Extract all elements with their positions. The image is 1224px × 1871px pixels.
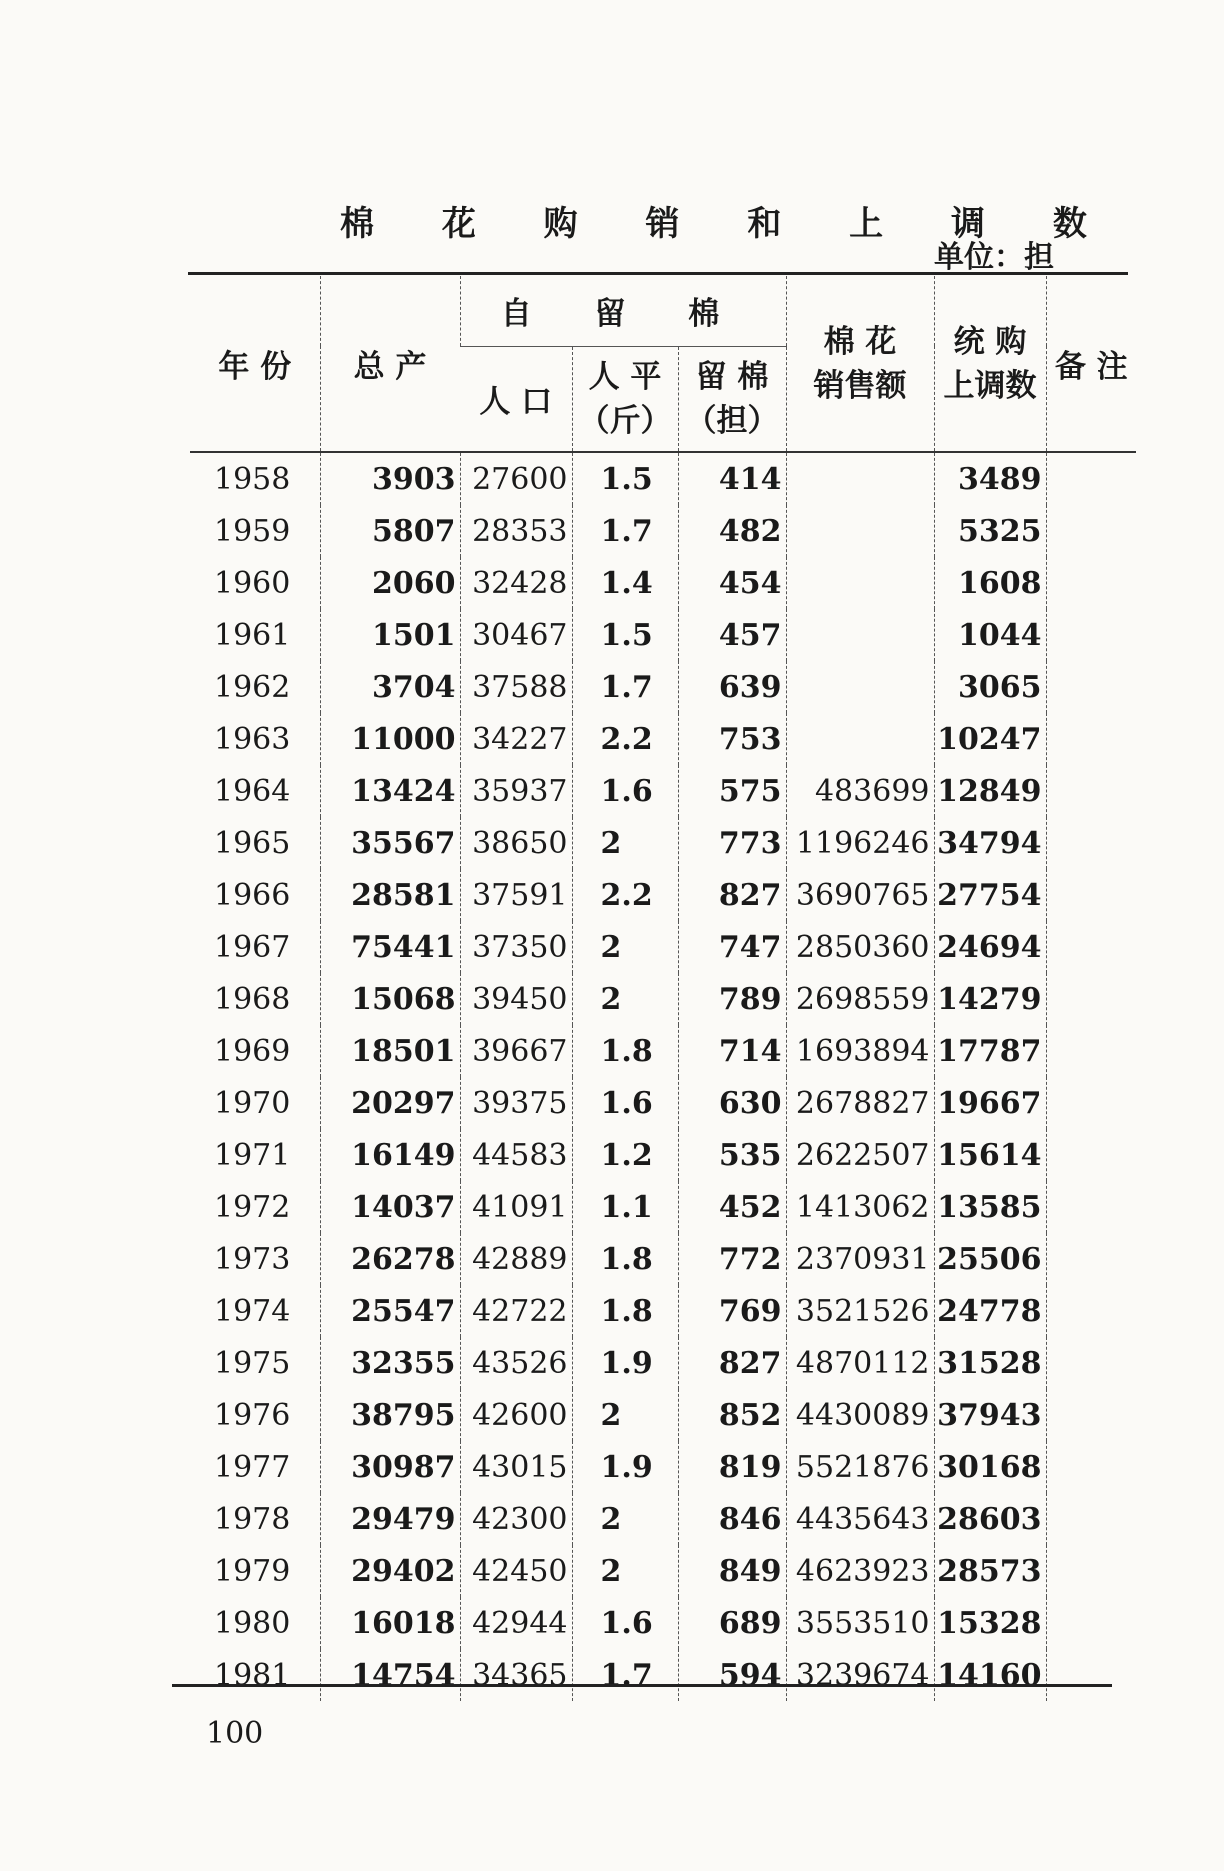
cell-per-capita: 2: [572, 973, 678, 1025]
cell-population: 42889: [460, 1233, 572, 1285]
cell-population: 42600: [460, 1389, 572, 1441]
cell-retained: 753: [678, 713, 786, 765]
cotton-table: [190, 276, 1136, 1701]
header-sales: [786, 276, 934, 452]
cell-remarks: [1046, 1129, 1136, 1181]
cell-retained: 747: [678, 921, 786, 973]
cell-total: 14754: [320, 1649, 460, 1701]
cell-per-capita: 1.5: [572, 609, 678, 661]
cell-total: 30987: [320, 1441, 460, 1493]
header-procured-line2: 上调数: [943, 367, 1037, 404]
cell-total: 75441: [320, 921, 460, 973]
cell-total: 2060: [320, 557, 460, 609]
cell-year: 1975: [214, 1345, 291, 1381]
cell-remarks: [1046, 1597, 1136, 1649]
cell-total: 5807: [320, 505, 460, 557]
cell-year: 1971: [214, 1137, 291, 1173]
cell-retained: 769: [678, 1285, 786, 1337]
cell-population: 32428: [460, 557, 572, 609]
cell-procured: 1044: [934, 609, 1046, 661]
cell-sales: [786, 452, 934, 505]
cell-procured: 28603: [934, 1493, 1046, 1545]
cell-retained: 849: [678, 1545, 786, 1597]
cell-procured: 17787: [934, 1025, 1046, 1077]
cell-total: 26278: [320, 1233, 460, 1285]
unit-label: 单位：担: [934, 240, 1054, 275]
cell-retained: 789: [678, 973, 786, 1025]
cell-procured: 15328: [934, 1597, 1046, 1649]
cell-year: 1972: [214, 1189, 291, 1225]
cell-total: 14037: [320, 1181, 460, 1233]
cell-sales: 4435643: [786, 1493, 934, 1545]
header-procured-line1: 统 购: [953, 323, 1027, 360]
header-remarks: 备 注: [1046, 276, 1136, 452]
table-row: [190, 1597, 1136, 1649]
cell-total: 13424: [320, 765, 460, 817]
cell-remarks: [1046, 1337, 1136, 1389]
cell-population: 42944: [460, 1597, 572, 1649]
cell-procured: 14279: [934, 973, 1046, 1025]
cell-retained: 454: [678, 557, 786, 609]
cell-per-capita: 1.8: [572, 1285, 678, 1337]
cell-retained: 414: [678, 452, 786, 505]
table-row: [190, 1129, 1136, 1181]
cell-sales: 2370931: [786, 1233, 934, 1285]
cell-year: 1978: [214, 1501, 291, 1537]
cell-per-capita: 2: [572, 1545, 678, 1597]
cell-procured: 12849: [934, 765, 1046, 817]
header-sales-line1: 棉 花: [823, 323, 897, 360]
cell-sales: 2698559: [786, 973, 934, 1025]
cell-per-capita: 1.9: [572, 1337, 678, 1389]
cell-total: 25547: [320, 1285, 460, 1337]
table-row: [190, 1545, 1136, 1597]
cell-population: 34227: [460, 713, 572, 765]
cell-population: 39375: [460, 1077, 572, 1129]
cell-total: 38795: [320, 1389, 460, 1441]
cell-per-capita: 1.7: [572, 1649, 678, 1701]
cell-retained: 846: [678, 1493, 786, 1545]
cell-per-capita: 1.1: [572, 1181, 678, 1233]
cell-per-capita: 2: [572, 1493, 678, 1545]
cell-per-capita: 1.4: [572, 557, 678, 609]
cell-total: 3903: [320, 452, 460, 505]
cell-procured: 3489: [934, 452, 1046, 505]
cell-retained: 575: [678, 765, 786, 817]
cell-population: 37350: [460, 921, 572, 973]
table-row: [190, 1285, 1136, 1337]
cell-sales: 2678827: [786, 1077, 934, 1129]
cell-procured: 28573: [934, 1545, 1046, 1597]
cell-procured: 3065: [934, 661, 1046, 713]
cell-procured: 5325: [934, 505, 1046, 557]
cell-remarks: [1046, 1545, 1136, 1597]
cell-retained: 594: [678, 1649, 786, 1701]
cell-remarks: [1046, 1649, 1136, 1701]
cell-remarks: [1046, 609, 1136, 661]
cell-year: 1967: [214, 929, 291, 965]
cell-year: 1962: [214, 669, 291, 705]
cell-procured: 31528: [934, 1337, 1046, 1389]
cell-sales: 5521876: [786, 1441, 934, 1493]
cell-population: 44583: [460, 1129, 572, 1181]
cell-remarks: [1046, 921, 1136, 973]
cell-year: 1963: [214, 721, 291, 757]
cell-year: 1964: [214, 773, 291, 809]
cell-total: 11000: [320, 713, 460, 765]
cell-retained: 772: [678, 1233, 786, 1285]
cell-per-capita: 2.2: [572, 869, 678, 921]
cell-population: 30467: [460, 609, 572, 661]
cell-per-capita: 1.5: [572, 452, 678, 505]
table-row: [190, 1441, 1136, 1493]
cell-procured: 37943: [934, 1389, 1046, 1441]
cell-remarks: [1046, 557, 1136, 609]
cell-remarks: [1046, 1077, 1136, 1129]
header-per-capita-unit: （斤）: [578, 402, 672, 439]
cell-per-capita: 1.6: [572, 1597, 678, 1649]
cell-remarks: [1046, 1389, 1136, 1441]
cell-year: 1966: [214, 877, 291, 913]
cell-retained: 639: [678, 661, 786, 713]
cell-year: 1961: [214, 617, 291, 653]
cell-population: 39450: [460, 973, 572, 1025]
cell-sales: 2622507: [786, 1129, 934, 1181]
cell-population: 42450: [460, 1545, 572, 1597]
cell-population: 34365: [460, 1649, 572, 1701]
cell-year: 1970: [214, 1085, 291, 1121]
table-row: [190, 1649, 1136, 1701]
cell-retained: 819: [678, 1441, 786, 1493]
cell-sales: 2850360: [786, 921, 934, 973]
cell-sales: 1693894: [786, 1025, 934, 1077]
cell-remarks: [1046, 661, 1136, 713]
cell-population: 38650: [460, 817, 572, 869]
cell-remarks: [1046, 713, 1136, 765]
cell-sales: 1196246: [786, 817, 934, 869]
bottom-rule: [172, 1684, 1112, 1687]
top-rule: [188, 272, 1128, 275]
cell-total: 35567: [320, 817, 460, 869]
header-sales-line2: 销售额: [813, 367, 907, 404]
cell-procured: 30168: [934, 1441, 1046, 1493]
cell-retained: 630: [678, 1077, 786, 1129]
cell-sales: 3239674: [786, 1649, 934, 1701]
cell-per-capita: 1.8: [572, 1025, 678, 1077]
cell-sales: 4623923: [786, 1545, 934, 1597]
table-row: [190, 1233, 1136, 1285]
cell-per-capita: 1.8: [572, 1233, 678, 1285]
cell-sales: 3521526: [786, 1285, 934, 1337]
table-row: [190, 713, 1136, 765]
table-row: [190, 765, 1136, 817]
cell-year: 1968: [214, 981, 291, 1017]
page-number: 100: [206, 1716, 264, 1751]
cell-procured: 13585: [934, 1181, 1046, 1233]
header-self-retained: 自 留 棉: [460, 276, 786, 346]
cell-year: 1965: [214, 825, 291, 861]
cell-sales: 1413062: [786, 1181, 934, 1233]
header-retained-line1: 留 棉: [695, 358, 769, 395]
cell-per-capita: 2.2: [572, 713, 678, 765]
cell-year: 1981: [214, 1657, 291, 1693]
cell-sales: 483699: [786, 765, 934, 817]
cell-population: 39667: [460, 1025, 572, 1077]
cell-total: 20297: [320, 1077, 460, 1129]
cell-per-capita: 1.6: [572, 765, 678, 817]
cell-population: 37591: [460, 869, 572, 921]
cell-year: 1960: [214, 565, 291, 601]
cell-procured: 24694: [934, 921, 1046, 973]
cell-per-capita: 2: [572, 921, 678, 973]
cell-remarks: [1046, 1493, 1136, 1545]
cell-total: 28581: [320, 869, 460, 921]
cell-per-capita: 2: [572, 1389, 678, 1441]
table-row: [190, 1077, 1136, 1129]
cell-remarks: [1046, 452, 1136, 505]
table-row: [190, 1025, 1136, 1077]
cell-procured: 14160: [934, 1649, 1046, 1701]
cell-remarks: [1046, 1181, 1136, 1233]
cell-per-capita: 2: [572, 817, 678, 869]
cell-retained: 457: [678, 609, 786, 661]
table-row: [190, 1337, 1136, 1389]
header-population: 人 口: [460, 346, 572, 452]
cell-retained: 827: [678, 1337, 786, 1389]
cell-sales: 3553510: [786, 1597, 934, 1649]
cell-year: 1977: [214, 1449, 291, 1485]
cell-remarks: [1046, 817, 1136, 869]
table-row: [190, 1181, 1136, 1233]
cell-total: 16149: [320, 1129, 460, 1181]
header-per-capita-line1: 人 平: [588, 358, 662, 395]
table-row: [190, 661, 1136, 713]
cell-population: 37588: [460, 661, 572, 713]
cell-population: 41091: [460, 1181, 572, 1233]
cell-sales: 4430089: [786, 1389, 934, 1441]
cell-retained: 714: [678, 1025, 786, 1077]
cell-retained: 535: [678, 1129, 786, 1181]
cell-sales: [786, 557, 934, 609]
cell-retained: 689: [678, 1597, 786, 1649]
cell-per-capita: 1.7: [572, 661, 678, 713]
header-per-capita: [572, 346, 678, 452]
cell-per-capita: 1.2: [572, 1129, 678, 1181]
cell-sales: [786, 713, 934, 765]
header-retained: [678, 346, 786, 452]
cell-year: 1980: [214, 1605, 291, 1641]
table-row: [190, 452, 1136, 505]
cell-year: 1976: [214, 1397, 291, 1433]
cell-retained: 827: [678, 869, 786, 921]
cell-total: 3704: [320, 661, 460, 713]
cell-population: 35937: [460, 765, 572, 817]
cell-retained: 852: [678, 1389, 786, 1441]
cell-remarks: [1046, 1441, 1136, 1493]
cell-total: 29479: [320, 1493, 460, 1545]
cell-sales: [786, 609, 934, 661]
cell-sales: 3690765: [786, 869, 934, 921]
header-total: 总 产: [320, 276, 460, 452]
cell-population: 43526: [460, 1337, 572, 1389]
cell-procured: 10247: [934, 713, 1046, 765]
cell-total: 18501: [320, 1025, 460, 1077]
cell-remarks: [1046, 1025, 1136, 1077]
table-row: [190, 973, 1136, 1025]
cell-remarks: [1046, 869, 1136, 921]
cell-year: 1973: [214, 1241, 291, 1277]
cell-total: 32355: [320, 1337, 460, 1389]
cell-remarks: [1046, 973, 1136, 1025]
cell-procured: 1608: [934, 557, 1046, 609]
table-row: [190, 505, 1136, 557]
table-row: [190, 817, 1136, 869]
cell-procured: 25506: [934, 1233, 1046, 1285]
cell-remarks: [1046, 505, 1136, 557]
cell-procured: 34794: [934, 817, 1046, 869]
cell-sales: 4870112: [786, 1337, 934, 1389]
cell-sales: [786, 661, 934, 713]
table-row: [190, 921, 1136, 973]
table-body: [190, 452, 1136, 1701]
header-retained-unit: （担）: [685, 402, 779, 439]
cell-total: 16018: [320, 1597, 460, 1649]
table-row: [190, 609, 1136, 661]
cell-total: 15068: [320, 973, 460, 1025]
cell-remarks: [1046, 765, 1136, 817]
table-row: [190, 557, 1136, 609]
cell-year: 1979: [214, 1553, 291, 1589]
cell-total: 1501: [320, 609, 460, 661]
header-year: 年 份: [190, 276, 320, 452]
cell-population: 28353: [460, 505, 572, 557]
table-row: [190, 1389, 1136, 1441]
cell-year: 1969: [214, 1033, 291, 1069]
cell-retained: 452: [678, 1181, 786, 1233]
cell-total: 29402: [320, 1545, 460, 1597]
header-procured: [934, 276, 1046, 452]
cell-population: 42722: [460, 1285, 572, 1337]
cell-procured: 15614: [934, 1129, 1046, 1181]
table-title: 棉 花 购 销 和 上 调 数: [340, 204, 1115, 244]
cell-year: 1958: [214, 461, 291, 497]
cell-sales: [786, 505, 934, 557]
cell-retained: 773: [678, 817, 786, 869]
cell-population: 27600: [460, 452, 572, 505]
cell-population: 43015: [460, 1441, 572, 1493]
table-row: [190, 1493, 1136, 1545]
cell-remarks: [1046, 1233, 1136, 1285]
cell-procured: 19667: [934, 1077, 1046, 1129]
cell-per-capita: 1.7: [572, 505, 678, 557]
cell-procured: 27754: [934, 869, 1046, 921]
cell-retained: 482: [678, 505, 786, 557]
cell-year: 1974: [214, 1293, 291, 1329]
cell-per-capita: 1.6: [572, 1077, 678, 1129]
cell-year: 1959: [214, 513, 291, 549]
cell-remarks: [1046, 1285, 1136, 1337]
cell-per-capita: 1.9: [572, 1441, 678, 1493]
cell-population: 42300: [460, 1493, 572, 1545]
table-row: [190, 869, 1136, 921]
cell-procured: 24778: [934, 1285, 1046, 1337]
